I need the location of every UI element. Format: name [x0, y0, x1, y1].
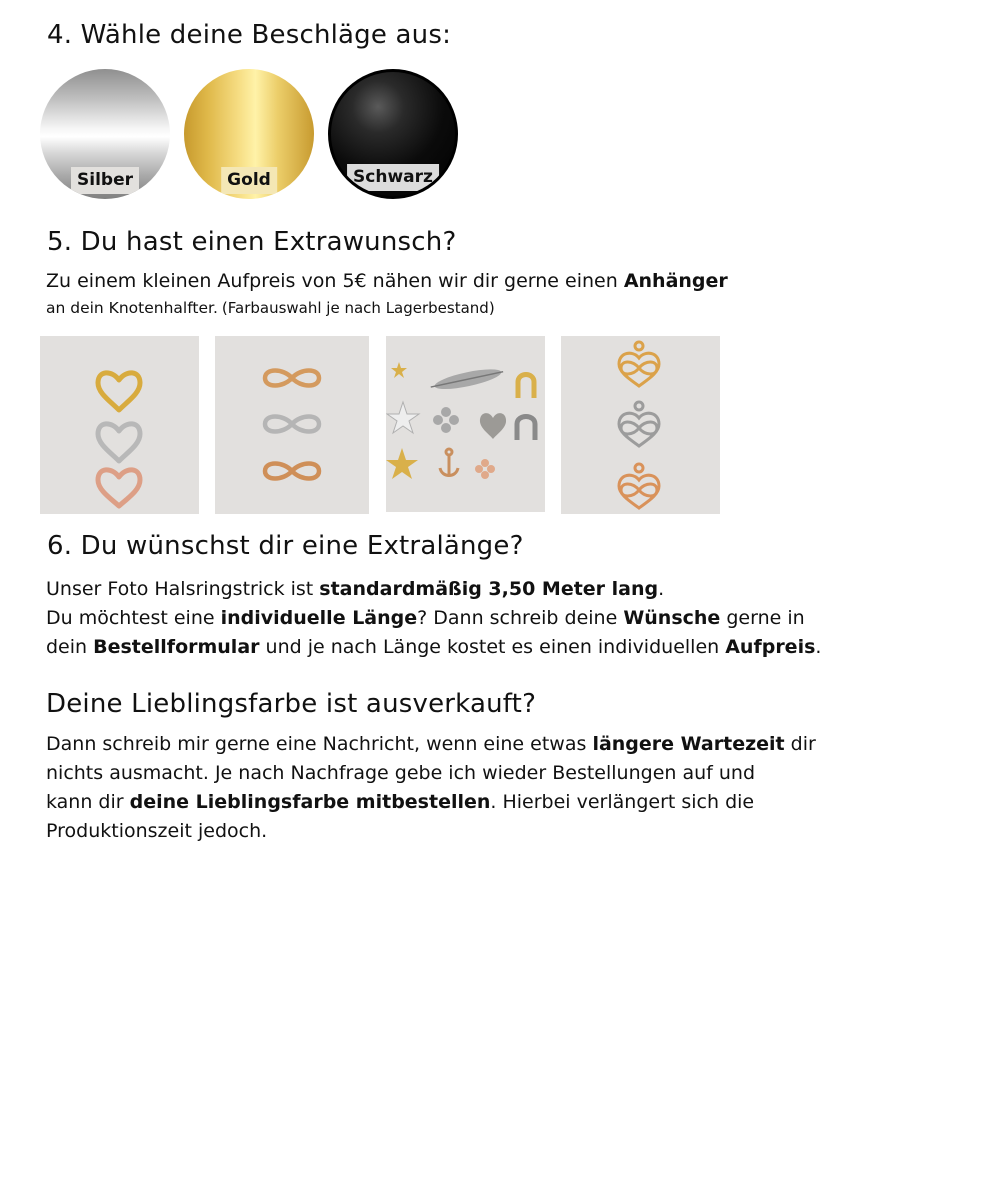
- infinity-charm-gold: [265, 371, 319, 386]
- horseshoe-charm-gold: [518, 375, 534, 399]
- stock-note: (Farbauswahl je nach Lagerbestand): [221, 299, 495, 317]
- section6-line1: Unser Foto Halsringstrick ist standardmäßig 3,50 Meter lang.: [46, 578, 665, 600]
- photo-heart-infinity-charms: [561, 336, 720, 514]
- section5-text-line1: Zu einem kleinen Aufpreis von 5€ nähen wir dir gerne einen Anhänger: [46, 270, 728, 292]
- finish-label-silber: Silber: [71, 167, 139, 194]
- star-charm-silver: [387, 402, 419, 433]
- finish-label-gold: Gold: [221, 167, 277, 194]
- finish-option-gold[interactable]: [184, 69, 314, 199]
- infinity-charms-image: [215, 336, 369, 514]
- infinity-charm-silver: [265, 417, 319, 432]
- finish-option-schwarz[interactable]: [328, 69, 458, 199]
- feather-charm: [429, 365, 504, 394]
- photo-mixed-charms: [386, 336, 545, 512]
- star-charm-small-gold: [391, 362, 407, 378]
- section6-line2: Du möchtest eine individuelle Länge? Dann schreib deine Wünsche gerne in: [46, 607, 805, 629]
- horseshoe-charm-silver: [517, 417, 535, 441]
- section7-line4: Produktionszeit jedoch.: [46, 820, 268, 842]
- heart-infinity-charm-gold: [619, 342, 659, 386]
- finish-option-silber[interactable]: [40, 69, 170, 199]
- heart-infinity-charms-image: [561, 336, 720, 514]
- section7-line1: Dann schreib mir gerne eine Nachricht, wenn eine etwas längere Wartezeit dir: [46, 733, 816, 755]
- heart-charm-gold: [98, 373, 140, 410]
- photo-heart-charms: [40, 336, 199, 514]
- mixed-charms-image: [386, 336, 545, 512]
- section6-heading: 6. Du wünschst dir eine Extralänge?: [47, 531, 524, 561]
- heart-charm-silver: [98, 424, 140, 461]
- heart-charm-puffy: [480, 413, 506, 439]
- photo-infinity-charms: [215, 336, 369, 514]
- heart-charms-image: [40, 336, 199, 514]
- heart-infinity-charm-silver: [619, 402, 659, 446]
- heart-infinity-charm-copper: [619, 464, 659, 508]
- clover-charm-rose: [475, 459, 495, 479]
- finish-label-schwarz: Schwarz: [347, 164, 439, 191]
- section7-heading: Deine Lieblingsfarbe ist ausverkauft?: [46, 689, 537, 719]
- heart-charm-rose: [98, 470, 140, 506]
- section7-line3: kann dir deine Lieblingsfarbe mitbestellen. Hierbei verlängert sich die: [46, 791, 755, 813]
- section4-heading: 4. Wähle deine Beschläge aus:: [47, 20, 452, 50]
- section5-text-line2: an dein Knotenhalfter. (Farbauswahl je nach Lagerbestand): [46, 299, 495, 317]
- section5-heading: 5. Du hast einen Extrawunsch?: [47, 227, 457, 257]
- infinity-charm-copper: [265, 464, 319, 479]
- section7-line2: nichts ausmacht. Je nach Nachfrage gebe ich wieder Bestellungen auf und: [46, 762, 756, 784]
- star-charm-gold: [386, 448, 418, 479]
- section6-line3: dein Bestellformular und je nach Länge kostet es einen individuellen Aufpreis.: [46, 636, 822, 658]
- clover-charm: [433, 407, 459, 433]
- anchor-charm: [440, 449, 458, 476]
